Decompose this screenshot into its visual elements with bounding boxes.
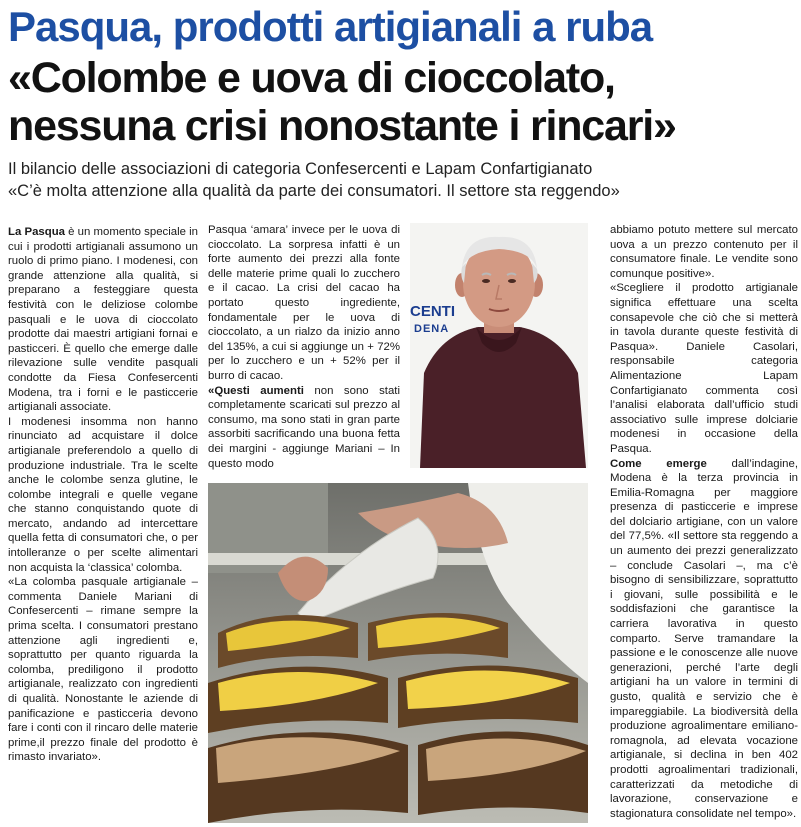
lead-in: «Questi aumenti: [208, 384, 304, 397]
article-kicker: Pasqua, prodotti artigianali a ruba: [8, 3, 653, 50]
portrait-photo: [410, 223, 588, 468]
paragraph: I modenesi insomma non hanno rinunciato ad acquistare il dolce artigianale preferendolo a quello di produzione industriale. Tra le scelte anche le colombe senza glutine, le colombe integrali e quelle vegane che stanno conquistando quote di mercato, andando ad intercettare quella fetta di consumatori che, o per intolleranze o per scelte alimentari non acquista la ‘classica’ colomba.: [8, 415, 198, 574]
bakery-photo: [208, 483, 588, 823]
paragraph-text: non sono stati completamente scaricati sul prezzo al consumo, ma sono stati in gran parte assorbiti sacrificando una buona fetta dei margini - aggiunge Mariani – In questo modo: [208, 384, 400, 470]
paragraph: «La colomba pasquale artigianale – commenta Daniele Mariani di Confesercenti – rimane sempre la prima scelta. I consumatori prestano attenzione agli ingredienti e, soprattutto per quanto riguarda la colomba, prediligono il prodotto artigianale, realizzato con ingredienti di qualità. Nonostante le aziende di panificazione e pasticceria devono fare i conti con il rincaro delle materie prime,il prezzo finale del prodotto è rimasto invariato».: [8, 576, 198, 764]
portrait-illustration: [410, 223, 588, 468]
paragraph: [208, 384, 400, 472]
article-subhead: [8, 158, 798, 202]
paragraph: abbiamo potuto mettere sul mercato uova a un prezzo contenuto per il consumatore finale. Le vendite sono comunque positive».: [610, 224, 798, 280]
logo-text: DENA: [414, 323, 450, 335]
article-headline: [8, 54, 798, 150]
paragraph-text: è un momento speciale in cui i prodotti artigianali assumono un ruolo di primo piano. I modenesi, con grande attenzione alla qualità, si preparano a festeggiare questa festività con le deliziose colombe pasquali e le uova di cioccolato prodotte dai maestri artigiani fornai e pasticceri. È quello che emerge dalle rilevazione sulle vendite pasquali condotte da Fiesa Confesercenti Modena, tra i forni e le pasticcerie artigianali associate.: [8, 226, 198, 414]
subhead-line: «C’è molta attenzione alla qualità da parte dei consumatori. Il settore sta reggendo»: [8, 182, 620, 200]
paragraph: «Scegliere il prodotto artigianale significa effettuare una scelta consapevole che ciò che si metterà in tavola durante queste festività di Pasqua». Daniele Casolari, responsabile categoria Alimentazione Lapam Confartigianato commenta così l’analisi elaborata dall’ufficio studi associativo sulle imprese dolciarie modenesi in occasione della Pasqua.: [610, 282, 798, 455]
paragraph-text: dall’indagine, Modena è la terza provincia in Emilia-Romagna per maggiore presenza di pasticcerie e imprese del dolciario artigiane, con un valore del 77,5%. «Il settore sta reggendo a un aumento dei prezzi generalizzato – conclude Casolari –, ma c’è bisogno di sensibilizzare, soprattutto i giovani, sulle possibilità e le soddisfazioni che garantisce la carriera lavorativa in questo comparto. Serve tramandare la passione e le conoscenze alle nuove generazioni, perché l’arte degli artigiani ha un valore in termini di gusto, qualità e servizio che è impareggiabile. La biodiversità della produzione agroalimentare emiliano-romagnola, ad elevata vocazione artigianale, si declina in ben 402 prodotti agroalimentari tradizionali, caratterizzati da metodiche di lavorazione, conservazione e stagionatura consolidate nel tempo».: [610, 457, 798, 820]
text-column-2: [208, 223, 400, 471]
text-column-3: [610, 223, 798, 821]
headline-line: «Colombe e uova di cioccolato,: [8, 54, 615, 102]
paragraph: Pasqua ‘amara’ invece per le uova di cioccolato. La sorpresa infatti è un forte aumento dei prezzi alla fonte delle materie prime quali lo zucchero e il cacao. La crisi del cacao ha portato questo ingrediente, fondamentale per le uova di cioccolato, a un rialzo da inizio anno del 135%, a cui si aggiunge un + 72% per lo zucchero e un + 52% per il burro di cacao.: [208, 224, 400, 382]
lead-in: Come emerge: [610, 457, 707, 470]
paragraph: [610, 457, 798, 822]
text-column-1: [8, 225, 198, 765]
paragraph: [8, 225, 198, 415]
lead-in: La Pasqua: [8, 226, 65, 238]
subhead-line: Il bilancio delle associazioni di categoria Confesercenti e Lapam Confartigianato: [8, 160, 593, 178]
bakery-illustration: [208, 483, 588, 823]
logo-text: CENTI: [410, 303, 455, 320]
headline-line: nessuna crisi nonostante i rincari»: [8, 102, 676, 150]
